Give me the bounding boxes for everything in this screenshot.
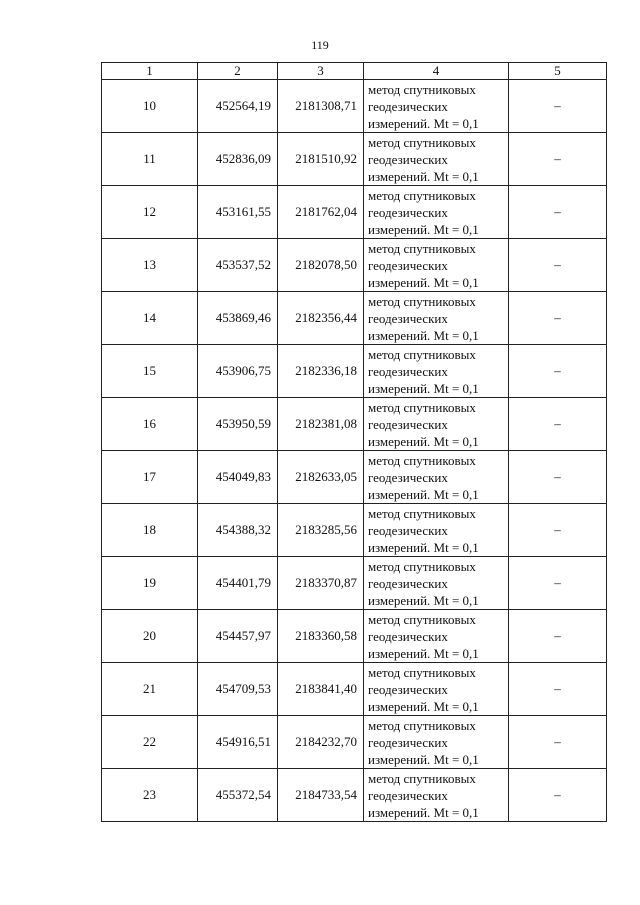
- method-line: измерений. Mt = 0,1: [368, 274, 479, 290]
- method-cell: [364, 769, 509, 822]
- table-header: [102, 63, 607, 80]
- header-row: [102, 63, 607, 80]
- method-line: измерений. Mt = 0,1: [368, 486, 479, 502]
- method-line: метод спутниковых: [368, 240, 476, 256]
- coordinate-y: 2182078,50: [278, 239, 364, 292]
- column-header-3: 3: [278, 63, 364, 80]
- table-body: [102, 80, 607, 822]
- method-line: геодезических: [368, 151, 448, 167]
- coordinate-x: 453161,55: [198, 186, 278, 239]
- method-cell: [364, 557, 509, 610]
- point-number: 11: [102, 133, 198, 186]
- coordinate-x: 454916,51: [198, 716, 278, 769]
- coordinate-x: 452564,19: [198, 80, 278, 133]
- method-line: метод спутниковых: [368, 664, 476, 680]
- page-number: 119: [311, 38, 329, 52]
- method-cell: [364, 716, 509, 769]
- method-line: геодезических: [368, 363, 448, 379]
- method-cell: [364, 345, 509, 398]
- method-line: метод спутниковых: [368, 452, 476, 468]
- column-header-5: 5: [509, 63, 607, 80]
- note-cell: –: [509, 345, 607, 398]
- note-cell: –: [509, 504, 607, 557]
- coordinate-y: 2182381,08: [278, 398, 364, 451]
- note-cell: –: [509, 133, 607, 186]
- coordinate-y: 2184733,54: [278, 769, 364, 822]
- coordinate-x: 453869,46: [198, 292, 278, 345]
- method-cell: [364, 398, 509, 451]
- point-number: 20: [102, 610, 198, 663]
- method-line: метод спутниковых: [368, 81, 476, 97]
- table-row: [102, 133, 607, 186]
- coordinate-y: 2183841,40: [278, 663, 364, 716]
- method-line: геодезических: [368, 98, 448, 114]
- note-cell: –: [509, 80, 607, 133]
- table-row: [102, 451, 607, 504]
- method-line: измерений. Mt = 0,1: [368, 645, 479, 661]
- coordinate-x: 454457,97: [198, 610, 278, 663]
- column-header-1: 1: [102, 63, 198, 80]
- method-line: измерений. Mt = 0,1: [368, 804, 479, 820]
- table-row: [102, 80, 607, 133]
- column-header-4: 4: [364, 63, 509, 80]
- point-number: 17: [102, 451, 198, 504]
- method-line: измерений. Mt = 0,1: [368, 698, 479, 714]
- table-row: [102, 504, 607, 557]
- table-row: [102, 716, 607, 769]
- method-line: метод спутниковых: [368, 611, 476, 627]
- coordinate-x: 453537,52: [198, 239, 278, 292]
- method-line: геодезических: [368, 681, 448, 697]
- method-line: геодезических: [368, 204, 448, 220]
- method-line: геодезических: [368, 469, 448, 485]
- method-line: метод спутниковых: [368, 134, 476, 150]
- method-cell: [364, 292, 509, 345]
- method-line: измерений. Mt = 0,1: [368, 221, 479, 237]
- method-line: метод спутниковых: [368, 187, 476, 203]
- method-line: метод спутниковых: [368, 346, 476, 362]
- method-cell: [364, 451, 509, 504]
- method-line: измерений. Mt = 0,1: [368, 592, 479, 608]
- table-row: [102, 769, 607, 822]
- method-cell: [364, 663, 509, 716]
- method-cell: [364, 133, 509, 186]
- table-row: [102, 557, 607, 610]
- coordinate-x: 453950,59: [198, 398, 278, 451]
- note-cell: –: [509, 769, 607, 822]
- coordinate-y: 2183360,58: [278, 610, 364, 663]
- coordinate-x: 452836,09: [198, 133, 278, 186]
- method-cell: [364, 80, 509, 133]
- point-number: 15: [102, 345, 198, 398]
- point-number: 19: [102, 557, 198, 610]
- table-row: [102, 292, 607, 345]
- method-line: метод спутниковых: [368, 293, 476, 309]
- method-line: геодезических: [368, 416, 448, 432]
- coordinate-y: 2183370,87: [278, 557, 364, 610]
- table-row: [102, 239, 607, 292]
- method-line: геодезических: [368, 522, 448, 538]
- method-line: измерений. Mt = 0,1: [368, 327, 479, 343]
- note-cell: –: [509, 398, 607, 451]
- method-line: измерений. Mt = 0,1: [368, 433, 479, 449]
- method-line: метод спутниковых: [368, 558, 476, 574]
- method-line: измерений. Mt = 0,1: [368, 380, 479, 396]
- method-line: метод спутниковых: [368, 505, 476, 521]
- note-cell: –: [509, 292, 607, 345]
- note-cell: –: [509, 557, 607, 610]
- point-number: 13: [102, 239, 198, 292]
- coordinate-x: 453906,75: [198, 345, 278, 398]
- method-line: геодезических: [368, 787, 448, 803]
- point-number: 21: [102, 663, 198, 716]
- method-line: метод спутниковых: [368, 770, 476, 786]
- method-line: измерений. Mt = 0,1: [368, 539, 479, 555]
- point-number: 16: [102, 398, 198, 451]
- method-line: измерений. Mt = 0,1: [368, 115, 479, 131]
- coordinate-x: 454388,32: [198, 504, 278, 557]
- note-cell: –: [509, 186, 607, 239]
- point-number: 23: [102, 769, 198, 822]
- coordinate-y: 2183285,56: [278, 504, 364, 557]
- table-row: [102, 610, 607, 663]
- method-cell: [364, 186, 509, 239]
- coordinate-y: 2184232,70: [278, 716, 364, 769]
- point-number: 22: [102, 716, 198, 769]
- table-row: [102, 663, 607, 716]
- point-number: 14: [102, 292, 198, 345]
- column-header-2: 2: [198, 63, 278, 80]
- method-line: геодезических: [368, 257, 448, 273]
- method-line: геодезических: [368, 628, 448, 644]
- method-line: геодезических: [368, 310, 448, 326]
- coordinate-x: 454709,53: [198, 663, 278, 716]
- coordinate-y: 2182633,05: [278, 451, 364, 504]
- coordinate-y: 2182336,18: [278, 345, 364, 398]
- note-cell: –: [509, 239, 607, 292]
- coordinate-x: 455372,54: [198, 769, 278, 822]
- method-line: метод спутниковых: [368, 399, 476, 415]
- point-number: 18: [102, 504, 198, 557]
- method-line: геодезических: [368, 734, 448, 750]
- coordinate-y: 2181308,71: [278, 80, 364, 133]
- method-cell: [364, 504, 509, 557]
- note-cell: –: [509, 451, 607, 504]
- point-number: 12: [102, 186, 198, 239]
- coordinate-y: 2181510,92: [278, 133, 364, 186]
- coordinate-y: 2182356,44: [278, 292, 364, 345]
- method-line: геодезических: [368, 575, 448, 591]
- note-cell: –: [509, 610, 607, 663]
- table-row: [102, 398, 607, 451]
- method-line: измерений. Mt = 0,1: [368, 751, 479, 767]
- method-line: измерений. Mt = 0,1: [368, 168, 479, 184]
- note-cell: –: [509, 716, 607, 769]
- method-cell: [364, 610, 509, 663]
- coordinate-y: 2181762,04: [278, 186, 364, 239]
- table-row: [102, 345, 607, 398]
- method-line: метод спутниковых: [368, 717, 476, 733]
- method-cell: [364, 239, 509, 292]
- note-cell: –: [509, 663, 607, 716]
- coordinate-x: 454049,83: [198, 451, 278, 504]
- coordinates-table: [101, 62, 607, 822]
- table-row: [102, 186, 607, 239]
- point-number: 10: [102, 80, 198, 133]
- coordinate-x: 454401,79: [198, 557, 278, 610]
